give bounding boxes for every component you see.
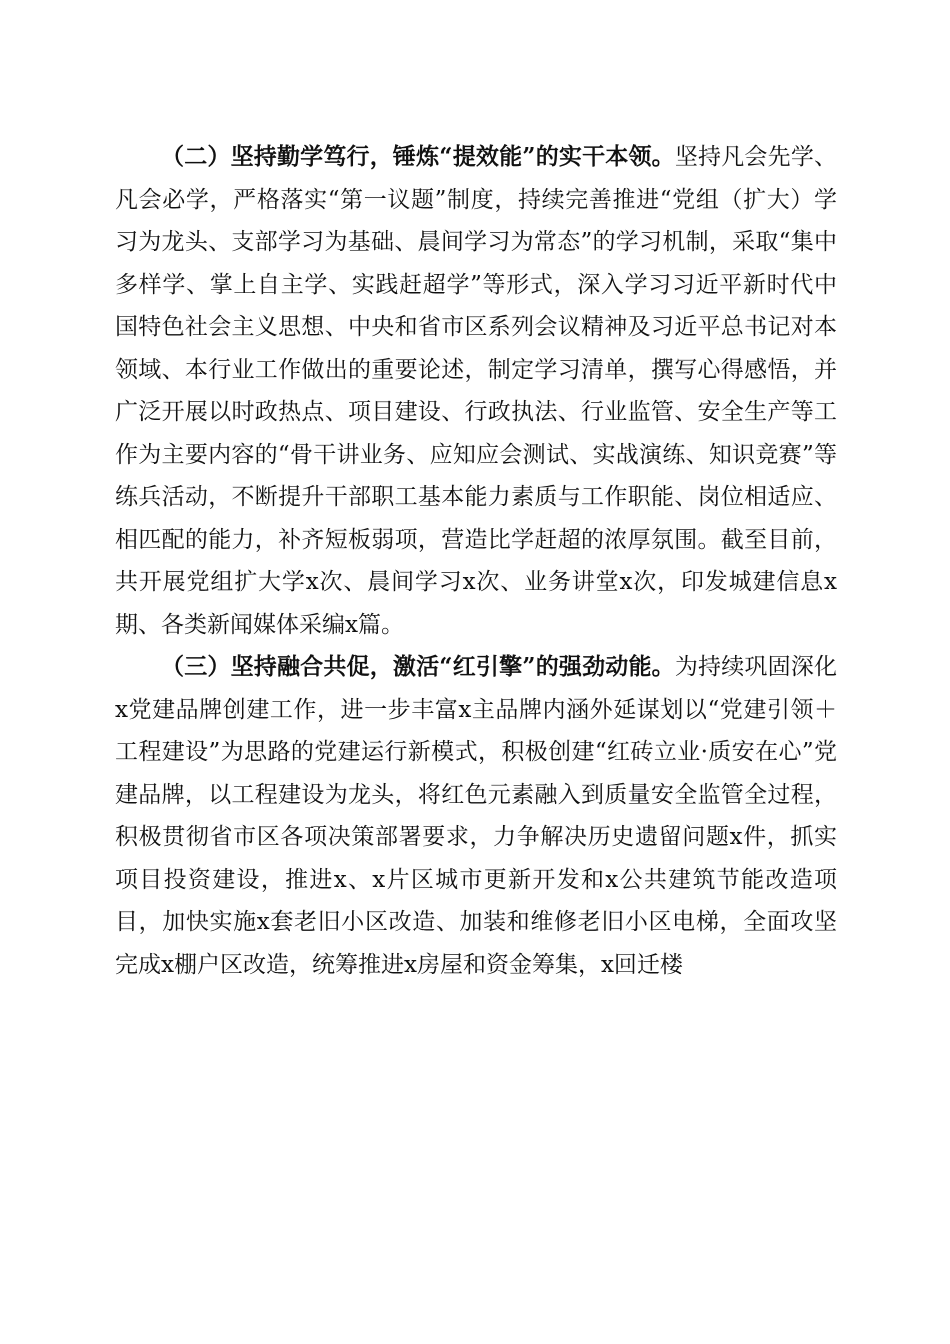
- paragraph-3: [115, 646, 837, 986]
- paragraph-heading: （三）坚持融合共促，激活“红引擎”的强劲动能。: [161, 653, 675, 680]
- paragraph-2: [115, 136, 837, 646]
- paragraph-text: 为持续巩固深化x党建品牌创建工作，进一步丰富x主品牌内涵外延谋划以“党建引领＋工程建设”为思路的党建运行新模式，积极创建“红砖立业·质安在心”党建品牌，以工程建设为龙头，将红色元素融入到质量安全监管全过程，积极贯彻省市区各项决策部署要求，力争解决历史遗留问题x件，抓实项目投资建设，推进x、x片区城市更新开发和x公共建筑节能改造项目，加快实施x套老旧小区改造、加装和维修老旧小区电梯，全面攻坚完成x棚户区改造，统筹推进x房屋和资金筹集，x回迁楼: [115, 654, 838, 978]
- paragraph-heading: （二）坚持勤学笃行，锤炼“提效能”的实干本领。: [161, 143, 675, 170]
- document-body: [115, 136, 837, 986]
- paragraph-text: 坚持凡会先学、凡会必学，严格落实“第一议题”制度，持续完善推进“党组（扩大）学习为龙头、支部学习为基础、晨间学习为常态”的学习机制，采取“集中多样学、掌上自主学、实践赶超学”等形式，深入学习习近平新时代中国特色社会主义思想、中央和省市区系列会议精神及习近平总书记对本领域、本行业工作做出的重要论述，制定学习清单，撰写心得感悟，并广泛开展以时政热点、项目建设、行政执法、行业监管、安全生产等工作为主要内容的“骨干讲业务、应知应会测试、实战演练、知识竞赛”等练兵活动，不断提升干部职工基本能力素质与工作职能、岗位相适应、相匹配的能力，补齐短板弱项，营造比学赶超的浓厚氛围。截至目前，共开展党组扩大学x次、晨间学习x次、业务讲堂x次，印发城建信息x期、各类新闻媒体采编x篇。: [115, 144, 838, 638]
